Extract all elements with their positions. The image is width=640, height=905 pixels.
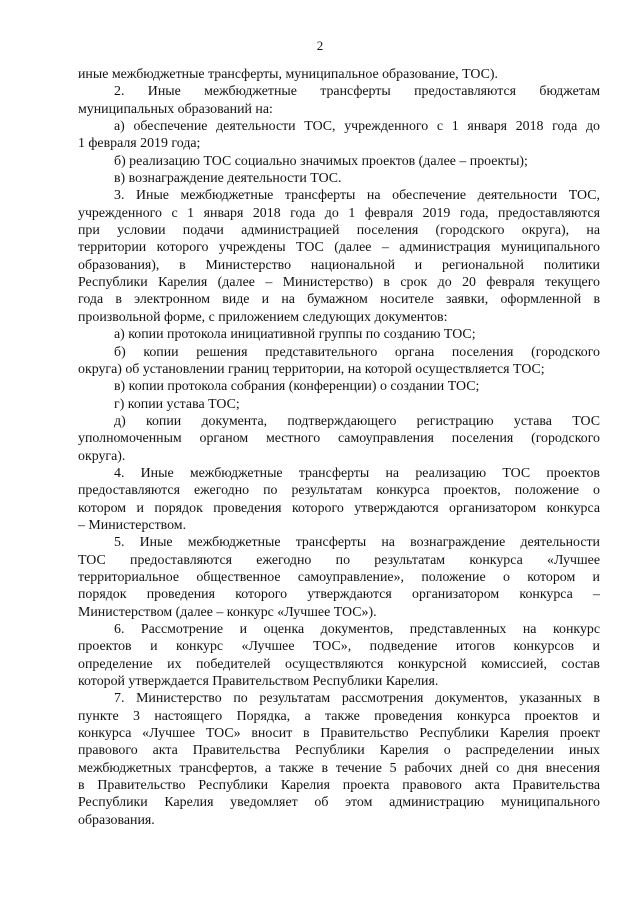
text-line: Министерством (далее – конкурс «Лучшее ТОС»).: [78, 604, 377, 620]
text-line: г) копии устава ТОС;: [114, 396, 240, 412]
text-line: – Министерством.: [78, 517, 187, 533]
text-line: межбюджетных трансфертов, а также в течение 5 рабочих дней со дня внесения: [78, 760, 600, 776]
text-line: а) копии протокола инициативной группы по созданию ТОС;: [114, 327, 476, 343]
text-line: пункте 3 настоящего Порядка, а также проведения конкурса проектов и: [78, 708, 600, 724]
text-line: 4. Иные межбюджетные трансферты на реализацию ТОС проектов: [114, 465, 600, 481]
text-line: Республики Карелия (далее – Министерство) в срок до 20 февраля текущего: [78, 275, 600, 291]
text-line: при условии подачи администрацией поселения (городского округа), на: [78, 223, 600, 239]
text-line: д) копии документа, подтверждающего регистрацию устава ТОС: [114, 413, 600, 429]
text-line: территории которого учреждены ТОС (далее – администрация муниципального: [78, 240, 600, 256]
text-line: территориальное общественное самоуправление», положение о котором и: [78, 569, 600, 585]
text-line: иные межбюджетные трансферты, муниципальное образование, ТОС).: [78, 67, 498, 82]
text-line: 6. Рассмотрение и оценка документов, представленных на конкурс: [114, 622, 600, 637]
text-line: правового акта Правительства Республики Карелия о распределении иных: [78, 743, 600, 759]
text-line: образования.: [78, 812, 155, 828]
text-line: 2. Иные межбюджетные трансферты предоставляются бюджетам: [114, 84, 600, 100]
text-line: в) вознаграждение деятельности ТОС.: [114, 171, 342, 187]
text-line: 5. Иные межбюджетные трансферты на вознаграждение деятельности: [114, 535, 600, 551]
text-line: округа).: [78, 448, 126, 464]
text-line: котором и порядок проведения которого утверждаются организатором конкурса: [78, 500, 600, 516]
text-line: 3. Иные межбюджетные трансферты на обеспечение деятельности ТОС,: [114, 188, 600, 204]
text-line: 7. Министерство по результатам рассмотрения документов, указанных в: [114, 691, 600, 707]
text-line: определение их победителей осуществляются конкурсной комиссией, состав: [78, 656, 600, 672]
text-line: в Правительство Республики Карелия проекта правового акта Правительства: [78, 778, 600, 794]
page-number: 2: [316, 38, 324, 53]
text-line: Республики Карелия уведомляет об этом администрацию муниципального: [78, 795, 600, 811]
text-line: года в электронном виде и на бумажном носителе заявки, оформленной в: [78, 292, 600, 308]
text-line: конкурса «Лучшее ТОС» вносит в Правительство Республики Карелия проект: [78, 726, 600, 742]
text-line: предоставляются ежегодно по результатам конкурса проектов, положение о: [78, 483, 600, 499]
text-line: проектов и конкурс «Лучшее ТОС», подведение итогов конкурсов и: [78, 639, 600, 655]
text-line: в) копии протокола собрания (конференции) о создании ТОС;: [114, 379, 480, 395]
text-line: б) реализацию ТОС социально значимых проектов (далее – проекты);: [114, 153, 528, 169]
text-line: которой утверждается Правительством Республики Карелия.: [78, 674, 439, 690]
text-line: уполномоченным органом местного самоуправления поселения (городского: [78, 431, 600, 447]
text-line: учрежденного с 1 января 2018 года до 1 февраля 2019 года, предоставляются: [78, 205, 600, 221]
text-line: произвольной форме, с приложением следующих документов:: [78, 309, 448, 325]
text-line: округа) об установлении границ территории, на которой осуществляется ТОС;: [78, 361, 545, 377]
text-line: муниципальных образований на:: [78, 101, 273, 117]
text-line: 1 февраля 2019 года;: [78, 136, 201, 152]
text-line: порядок проведения которого утверждаются организатором конкурса –: [78, 587, 600, 603]
text-line: а) обеспечение деятельности ТОС, учрежденного с 1 января 2018 года до: [114, 119, 600, 135]
text-line: ТОС предоставляются ежегодно по результатам конкурса «Лучшее: [78, 552, 600, 568]
document-body: [78, 66, 600, 829]
text-line: образования), в Министерство национальной и региональной политики: [78, 257, 600, 273]
text-line: б) копии решения представительного органа поселения (городского: [114, 344, 600, 360]
